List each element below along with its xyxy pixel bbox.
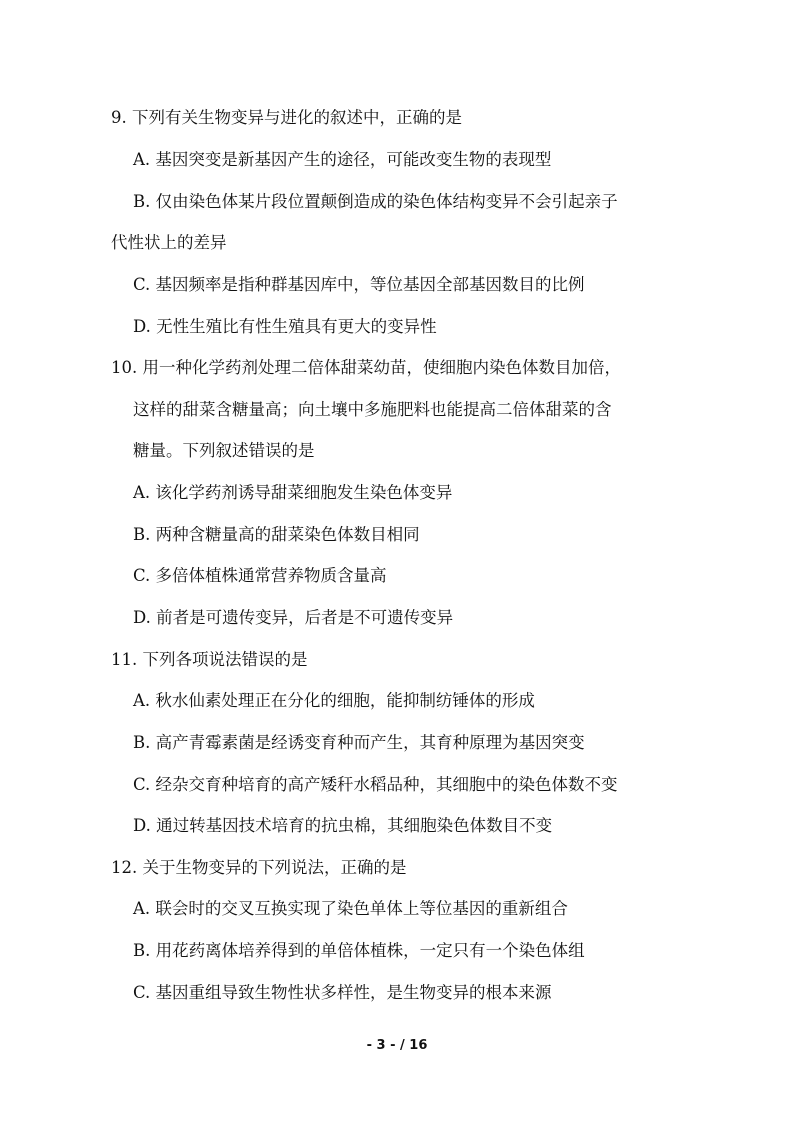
question-12-option-a: A. 联会时的交叉互换实现了染色单体上等位基因的重新组合 (133, 899, 568, 918)
question-10-stem-cont-2: 糖量。下列叙述错误的是 (133, 441, 315, 460)
question-9-option-a: A. 基因突变是新基因产生的途径，可能改变生物的表现型 (133, 150, 552, 169)
question-10-option-d: D. 前者是可遗传变异，后者是不可遗传变异 (133, 608, 454, 627)
question-10-option-b: B. 两种含糖量高的甜菜染色体数目相同 (133, 525, 420, 544)
question-9-option-b: B. 仅由染色体某片段位置颠倒造成的染色体结构变异不会引起亲子 (133, 192, 618, 211)
question-9-option-b-cont: 代性状上的差异 (111, 233, 227, 252)
question-9-stem: 9. 下列有关生物变异与进化的叙述中，正确的是 (111, 108, 462, 127)
question-12-option-c: C. 基因重组导致生物性状多样性，是生物变异的根本来源 (133, 983, 552, 1002)
question-12-stem: 12. 关于生物变异的下列说法，正确的是 (111, 858, 407, 877)
question-10-stem: 10. 用一种化学药剂处理二倍体甜菜幼苗，使细胞内染色体数目加倍， (111, 358, 621, 377)
question-11-stem: 11. 下列各项说法错误的是 (111, 650, 308, 669)
question-11-option-d: D. 通过转基因技术培育的抗虫棉，其细胞染色体数目不变 (133, 816, 553, 835)
question-11-option-b: B. 高产青霉素菌是经诱变育种而产生，其育种原理为基因突变 (133, 733, 585, 752)
question-11-option-a: A. 秋水仙素处理正在分化的细胞，能抑制纺锤体的形成 (133, 691, 535, 710)
page-number: - 3 - / 16 (366, 1038, 428, 1053)
question-10-option-c: C. 多倍体植株通常营养物质含量高 (133, 566, 387, 585)
question-9-option-c: C. 基因频率是指种群基因库中，等位基因全部基因数目的比例 (133, 275, 585, 294)
question-11-option-c: C. 经杂交育种培育的高产矮秆水稻品种，其细胞中的染色体数不变 (133, 775, 618, 794)
question-10-option-a: A. 该化学药剂诱导甜菜细胞发生染色体变异 (133, 483, 453, 502)
question-9-option-d: D. 无性生殖比有性生殖具有更大的变异性 (133, 317, 437, 336)
question-12-option-b: B. 用花药离体培养得到的单倍体植株，一定只有一个染色体组 (133, 941, 585, 960)
question-10-stem-cont-1: 这样的甜菜含糖量高；向土壤中多施肥料也能提高二倍体甜菜的含 (133, 400, 612, 419)
